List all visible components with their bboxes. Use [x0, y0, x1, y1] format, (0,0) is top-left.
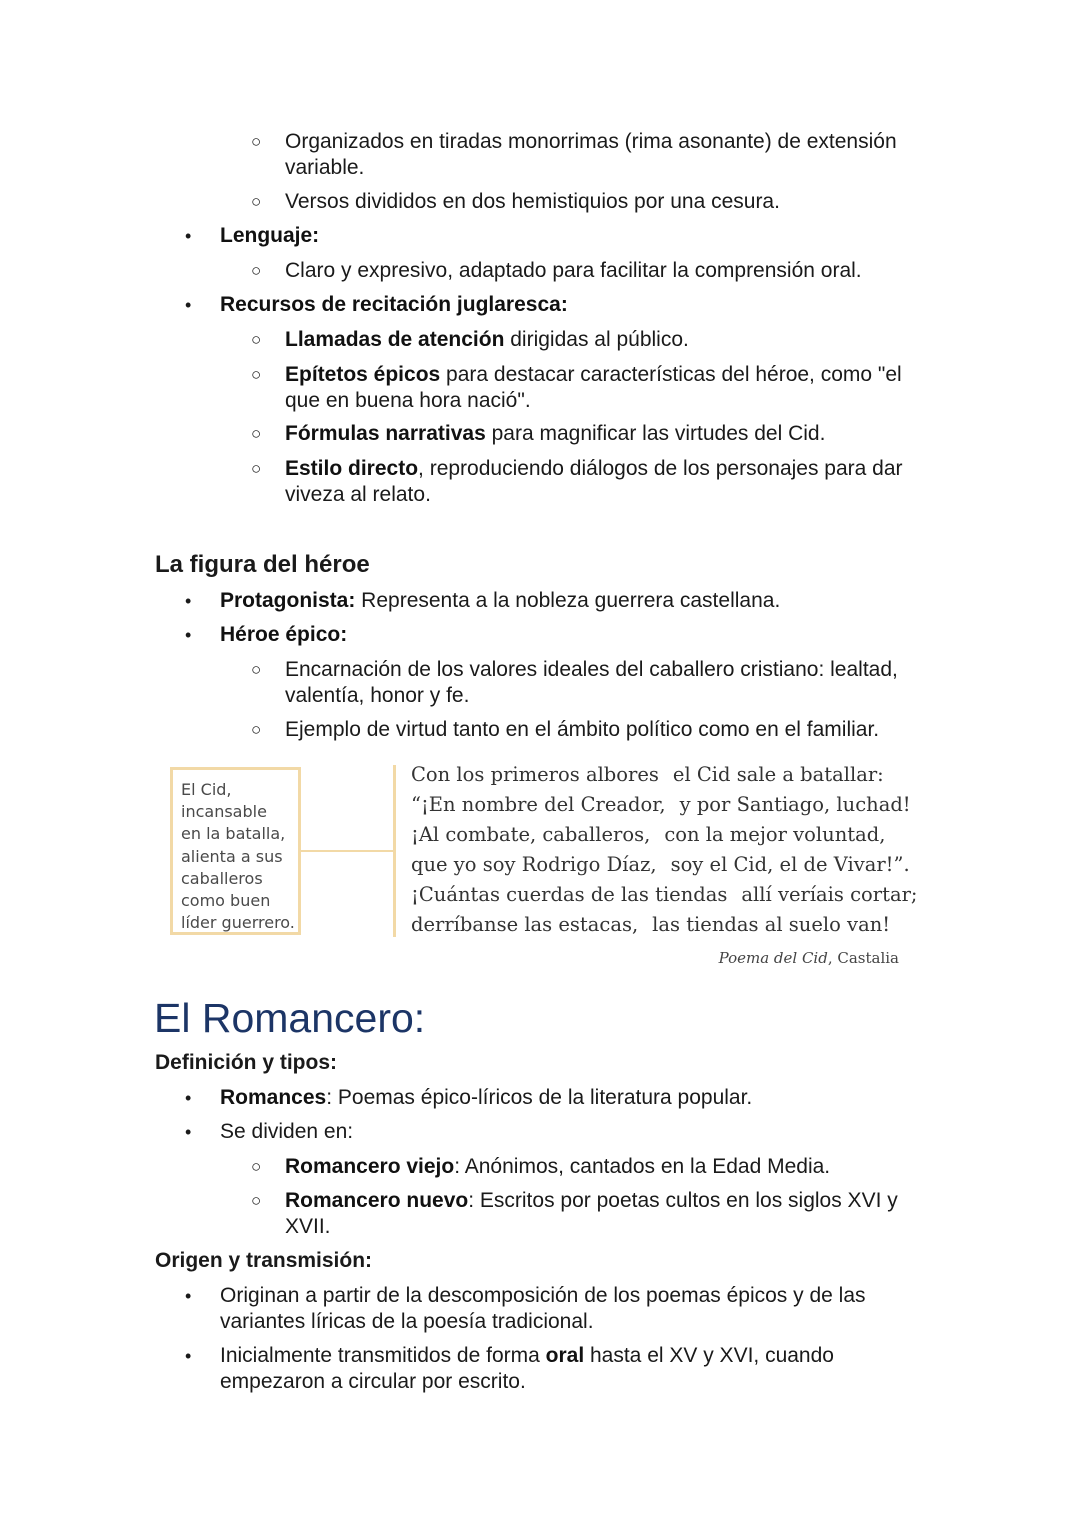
- section-label: Lenguaje:: [220, 224, 320, 247]
- list-item: Romancero nuevo: Escritos por poetas cultos en los siglos XVI y XVII.: [285, 1189, 898, 1238]
- sub-bullet-icon: ○: [251, 1191, 262, 1210]
- sub-bullet-icon: ○: [251, 330, 262, 349]
- verse-line: ¡Al combate, caballeros, con la mejor voluntad,: [411, 823, 886, 846]
- verse-line: que yo soy Rodrigo Díaz, soy el Cid, el de Vivar!”.: [411, 853, 910, 876]
- bullet-icon: •: [185, 625, 192, 645]
- verse-line: “¡En nombre del Creador, y por Santiago, luchad!: [411, 793, 911, 816]
- list-item: Se dividen en:: [220, 1120, 354, 1143]
- sub-bullet-icon: ○: [251, 365, 262, 384]
- bullet-icon: •: [185, 226, 192, 246]
- subsection-heading: Origen y transmisión:: [155, 1249, 373, 1272]
- list-item: Originan a partir de la descomposición de los poemas épicos y de las variantes líricas de la poesía tradicional.: [220, 1284, 866, 1333]
- verse-line: ¡Cuántas cuerdas de las tiendas allí veríais cortar;: [411, 883, 918, 906]
- bullet-icon: •: [185, 591, 192, 611]
- chapter-title: El Romancero:: [154, 995, 426, 1041]
- note-connector: [301, 850, 393, 852]
- sub-bullet-icon: ○: [251, 424, 262, 443]
- sub-bullet-icon: ○: [251, 660, 262, 679]
- sub-bullet-icon: ○: [251, 261, 262, 280]
- sub-bullet-icon: ○: [251, 720, 262, 739]
- verse-bracket: [393, 765, 396, 937]
- list-item: Ejemplo de virtud tanto en el ámbito político como en el familiar.: [285, 718, 880, 741]
- bullet-icon: •: [185, 1346, 192, 1366]
- verse-line: Con los primeros albores el Cid sale a batallar:: [411, 763, 884, 786]
- sub-bullet-icon: ○: [251, 192, 262, 211]
- list-item: Romances: Poemas épico-líricos de la literatura popular.: [220, 1086, 753, 1109]
- excerpt-credit: Poema del Cid, Castalia: [718, 949, 899, 967]
- list-item: Encarnación de los valores ideales del caballero cristiano: lealtad, valentía, honor y fe.: [285, 658, 898, 707]
- bullet-icon: •: [185, 1088, 192, 1108]
- list-item: Inicialmente transmitidos de forma oral hasta el XV y XVI, cuando empezaron a circular por escrito.: [220, 1344, 834, 1393]
- sub-bullet-icon: ○: [251, 1157, 262, 1176]
- sub-bullet-icon: ○: [251, 459, 262, 478]
- list-item: Organizados en tiradas monorrimas (rima asonante) de extensión variable.: [285, 130, 897, 179]
- list-item: Llamadas de atención dirigidas al público.: [285, 328, 689, 351]
- sub-bullet-icon: ○: [251, 132, 262, 151]
- section-label: Héroe épico:: [220, 623, 348, 646]
- verse-line: derríbanse las estacas, las tiendas al suelo van!: [411, 913, 891, 936]
- section-label: Recursos de recitación juglaresca:: [220, 293, 568, 316]
- list-item: Claro y expresivo, adaptado para facilitar la comprensión oral.: [285, 259, 862, 282]
- subsection-heading: Definición y tipos:: [155, 1051, 338, 1074]
- section-heading: La figura del héroe: [155, 551, 370, 578]
- bullet-icon: •: [185, 1286, 192, 1306]
- bullet-icon: •: [185, 1122, 192, 1142]
- list-item: Fórmulas narrativas para magnificar las virtudes del Cid.: [285, 422, 826, 445]
- list-item: Romancero viejo: Anónimos, cantados en la Edad Media.: [285, 1155, 831, 1178]
- list-item: Protagonista: Representa a la nobleza guerrera castellana.: [220, 589, 781, 612]
- bullet-icon: •: [185, 295, 192, 315]
- list-item: Estilo directo, reproduciendo diálogos de los personajes para dar viveza al relato.: [285, 457, 903, 506]
- list-item: Versos divididos en dos hemistiquios por una cesura.: [285, 190, 780, 213]
- list-item: Epítetos épicos para destacar características del héroe, como "el que en buena hora nació".: [285, 363, 902, 412]
- margin-note: El Cid, incansable en la batalla, alienta a sus caballeros como buen líder guerrero.: [170, 767, 301, 935]
